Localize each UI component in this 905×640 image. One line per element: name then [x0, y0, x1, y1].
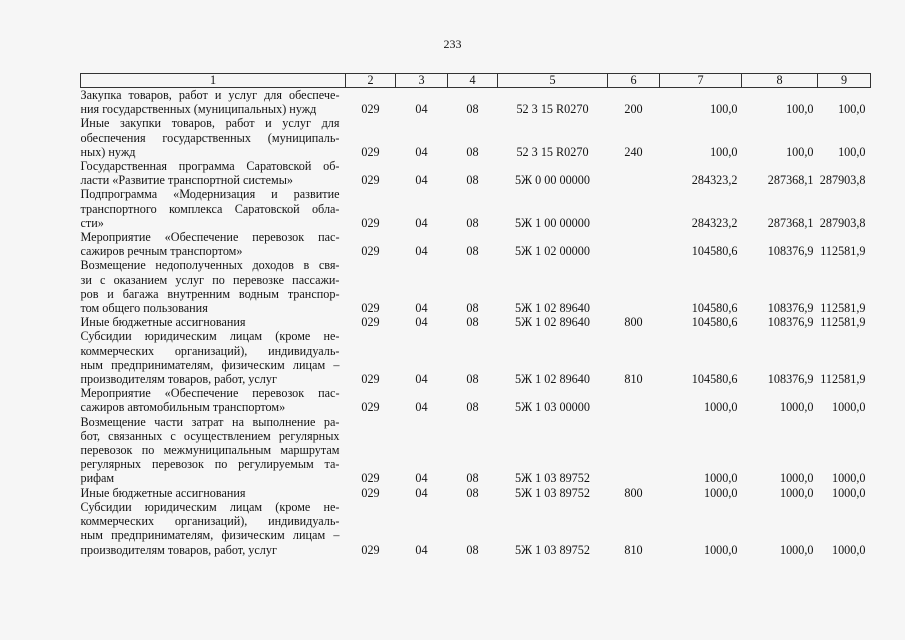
cell-ministry: 029 [361, 215, 380, 230]
cell-amount-year-3: 1000,0 [831, 485, 866, 500]
cell-amount-year-2: 108376,9 [767, 301, 814, 316]
cell-ministry: 029 [361, 372, 380, 387]
item-name-line: рифам [80, 471, 115, 486]
cell-amount-year-3: 112581,9 [820, 372, 866, 387]
item-name-line: ных) нужд [80, 144, 136, 159]
item-name-line: Возмещение недополученных доходов в свя- [80, 258, 340, 273]
cell-amount-year-1: 104580,6 [691, 315, 738, 330]
cell-target-article: 5Ж 1 02 00000 [515, 244, 590, 259]
cell-target-article: 5Ж 1 02 89640 [515, 315, 590, 330]
cell-subsection: 08 [466, 400, 479, 415]
cell-item-name [81, 230, 346, 258]
cell-subsection: 08 [466, 471, 479, 486]
cell-ministry: 029 [361, 400, 380, 415]
cell-section: 04 [415, 102, 428, 117]
item-name-line: Иные бюджетные ассигнования [80, 315, 246, 330]
item-name-line: транспортного комплекса Саратовской обла- [80, 201, 340, 216]
cell-subsection: 08 [466, 244, 479, 259]
table-row [81, 187, 871, 230]
cell-item-name [81, 386, 346, 414]
cell-ministry: 029 [361, 542, 380, 557]
cell-subsection: 08 [466, 315, 479, 330]
table-header-row [81, 74, 871, 88]
cell-expense-type [608, 159, 660, 187]
header-col-8: 8 [742, 74, 818, 88]
cell-item-name [81, 315, 346, 329]
item-name-line: Иные бюджетные ассигнования [80, 485, 246, 500]
table-row [81, 258, 871, 315]
item-name-line: ласти «Развитие транспортной системы» [80, 173, 294, 188]
cell-ministry: 029 [361, 102, 380, 117]
header-col-7: 7 [660, 74, 742, 88]
cell-amount-year-3: 100,0 [838, 144, 866, 159]
item-name-line: зи с оказанием услуг по перевозке пассажи- [80, 272, 340, 287]
cell-ministry: 029 [361, 485, 380, 500]
cell-section: 04 [415, 400, 428, 415]
page-number: 233 [443, 37, 462, 51]
cell-item-name [81, 329, 346, 386]
item-name-line: Подпрограмма «Модернизация и развитие [80, 187, 340, 202]
header-col-4: 4 [448, 74, 498, 88]
cell-target-article: 5Ж 1 02 89640 [515, 372, 590, 387]
cell-section: 04 [415, 144, 428, 159]
cell-amount-year-1: 104580,6 [691, 301, 738, 316]
header-col-5: 5 [498, 74, 608, 88]
cell-subsection: 08 [466, 542, 479, 557]
cell-target-article: 5Ж 1 00 00000 [515, 215, 590, 230]
cell-amount-year-2: 287368,1 [767, 173, 814, 188]
item-name-line: обеспечения государственных (муниципаль- [80, 130, 340, 145]
cell-subsection: 08 [466, 485, 479, 500]
cell-expense-type: 800 [624, 315, 643, 330]
cell-section: 04 [415, 542, 428, 557]
item-name-line: Закупка товаров, работ и услуг для обеспече- [80, 88, 340, 102]
cell-item-name [81, 258, 346, 315]
cell-section: 04 [415, 315, 428, 330]
cell-amount-year-3: 1000,0 [831, 471, 866, 486]
item-name-line: Возмещение части затрат на выполнение ра- [80, 414, 340, 429]
item-name-line: коммерческих организаций), индивидуаль- [80, 514, 340, 529]
cell-target-article: 5Ж 1 03 89752 [515, 471, 590, 486]
cell-amount-year-1: 104580,6 [691, 372, 738, 387]
header-col-3: 3 [396, 74, 448, 88]
cell-item-name [81, 159, 346, 187]
cell-subsection: 08 [466, 215, 479, 230]
item-name-line: ным предпринимателям, физическим лицам – [80, 528, 340, 543]
item-name-line: Мероприятие «Обеспечение перевозок пас- [80, 386, 340, 401]
cell-amount-year-2: 100,0 [786, 144, 814, 159]
cell-subsection: 08 [466, 144, 479, 159]
cell-target-article: 5Ж 1 03 89752 [515, 542, 590, 557]
cell-amount-year-2: 287368,1 [767, 215, 814, 230]
table-row [81, 329, 871, 386]
item-name-line: бот, связанных с осуществлением регулярных [80, 428, 340, 443]
cell-target-article: 5Ж 1 03 00000 [515, 400, 590, 415]
item-name-line: сажиров автомобильным транспортом» [80, 400, 286, 415]
item-name-line: коммерческих организаций), индивидуаль- [80, 343, 340, 358]
item-name-line: сти» [80, 215, 104, 230]
cell-amount-year-1: 1000,0 [703, 400, 738, 415]
item-name-line: перевозок по межмуниципальным маршрутам [80, 443, 340, 458]
cell-expense-type [608, 386, 660, 414]
cell-target-article: 5Ж 1 02 89640 [515, 301, 590, 316]
cell-expense-type [608, 258, 660, 315]
cell-item-name [81, 187, 346, 230]
cell-expense-type: 810 [624, 542, 643, 557]
item-name-line: ния государственных (муниципальных) нужд [80, 102, 317, 117]
cell-item-name [81, 486, 346, 500]
cell-amount-year-3: 1000,0 [831, 542, 866, 557]
cell-item-name [81, 415, 346, 486]
cell-amount-year-2: 108376,9 [767, 244, 814, 259]
table-row [81, 386, 871, 414]
cell-ministry: 029 [361, 144, 380, 159]
cell-section: 04 [415, 301, 428, 316]
cell-expense-type: 200 [624, 102, 643, 117]
cell-item-name [81, 500, 346, 557]
cell-subsection: 08 [466, 301, 479, 316]
cell-amount-year-3: 112581,9 [820, 315, 866, 330]
cell-expense-type: 800 [624, 485, 643, 500]
cell-amount-year-1: 284323,2 [691, 173, 738, 188]
cell-subsection: 08 [466, 102, 479, 117]
table-row [81, 159, 871, 187]
cell-ministry: 029 [361, 173, 380, 188]
cell-subsection: 08 [466, 372, 479, 387]
table-row [81, 116, 871, 159]
cell-subsection: 08 [466, 173, 479, 188]
table-row [81, 230, 871, 258]
cell-amount-year-2: 100,0 [786, 102, 814, 117]
cell-amount-year-3: 1000,0 [831, 400, 866, 415]
item-name-line: производителям товаров, работ, услуг [80, 372, 277, 387]
cell-amount-year-2: 108376,9 [767, 315, 814, 330]
cell-amount-year-1: 1000,0 [703, 542, 738, 557]
cell-expense-type [608, 187, 660, 230]
cell-amount-year-2: 1000,0 [779, 400, 814, 415]
cell-expense-type: 240 [624, 144, 643, 159]
cell-amount-year-3: 112581,9 [820, 244, 866, 259]
item-name-line: том общего пользования [80, 301, 208, 316]
cell-amount-year-1: 1000,0 [703, 471, 738, 486]
cell-target-article: 5Ж 0 00 00000 [515, 173, 590, 188]
cell-section: 04 [415, 485, 428, 500]
item-name-line: Субсидии юридическим лицам (кроме не- [80, 499, 340, 514]
header-col-2: 2 [346, 74, 396, 88]
cell-amount-year-1: 284323,2 [691, 215, 738, 230]
item-name-line: производителям товаров, работ, услуг [80, 542, 277, 557]
item-name-line: регулярных перевозок по регулируемым та- [80, 457, 340, 472]
cell-amount-year-2: 1000,0 [779, 542, 814, 557]
cell-expense-type [608, 415, 660, 486]
cell-item-name [81, 88, 346, 117]
cell-section: 04 [415, 471, 428, 486]
cell-amount-year-1: 1000,0 [703, 485, 738, 500]
cell-amount-year-1: 100,0 [710, 144, 738, 159]
header-col-9: 9 [818, 74, 871, 88]
cell-target-article: 5Ж 1 03 89752 [515, 485, 590, 500]
cell-ministry: 029 [361, 244, 380, 259]
cell-section: 04 [415, 215, 428, 230]
cell-ministry: 029 [361, 315, 380, 330]
item-name-line: Иные закупки товаров, работ и услуг для [80, 116, 340, 131]
cell-amount-year-2: 108376,9 [767, 372, 814, 387]
table-row [81, 486, 871, 500]
cell-amount-year-2: 1000,0 [779, 485, 814, 500]
cell-section: 04 [415, 173, 428, 188]
cell-amount-year-3: 287903,8 [819, 215, 866, 230]
table-body [81, 88, 871, 557]
table-row [81, 315, 871, 329]
budget-table [80, 73, 871, 557]
cell-ministry: 029 [361, 471, 380, 486]
table-row [81, 500, 871, 557]
cell-expense-type: 810 [624, 372, 643, 387]
item-name-line: ным предпринимателям, физическим лицам – [80, 357, 340, 372]
table-row [81, 88, 871, 117]
item-name-line: Субсидии юридическим лицам (кроме не- [80, 329, 340, 344]
cell-item-name [81, 116, 346, 159]
cell-amount-year-2: 1000,0 [779, 471, 814, 486]
item-name-line: Государственная программа Саратовской об- [80, 159, 340, 174]
cell-target-article: 52 3 15 R0270 [516, 102, 589, 117]
table-row [81, 415, 871, 486]
cell-amount-year-1: 104580,6 [691, 244, 738, 259]
cell-target-article: 52 3 15 R0270 [516, 144, 589, 159]
cell-section: 04 [415, 244, 428, 259]
cell-amount-year-3: 100,0 [838, 102, 866, 117]
item-name-line: ров и багажа внутренним водным транспор- [80, 286, 340, 301]
cell-section: 04 [415, 372, 428, 387]
cell-ministry: 029 [361, 301, 380, 316]
cell-amount-year-3: 112581,9 [820, 301, 866, 316]
header-col-6: 6 [608, 74, 660, 88]
cell-amount-year-3: 287903,8 [819, 173, 866, 188]
item-name-line: Мероприятие «Обеспечение перевозок пас- [80, 230, 340, 245]
item-name-line: сажиров речным транспортом» [80, 244, 243, 259]
cell-amount-year-1: 100,0 [710, 102, 738, 117]
header-col-1: 1 [81, 74, 346, 88]
cell-expense-type [608, 230, 660, 258]
